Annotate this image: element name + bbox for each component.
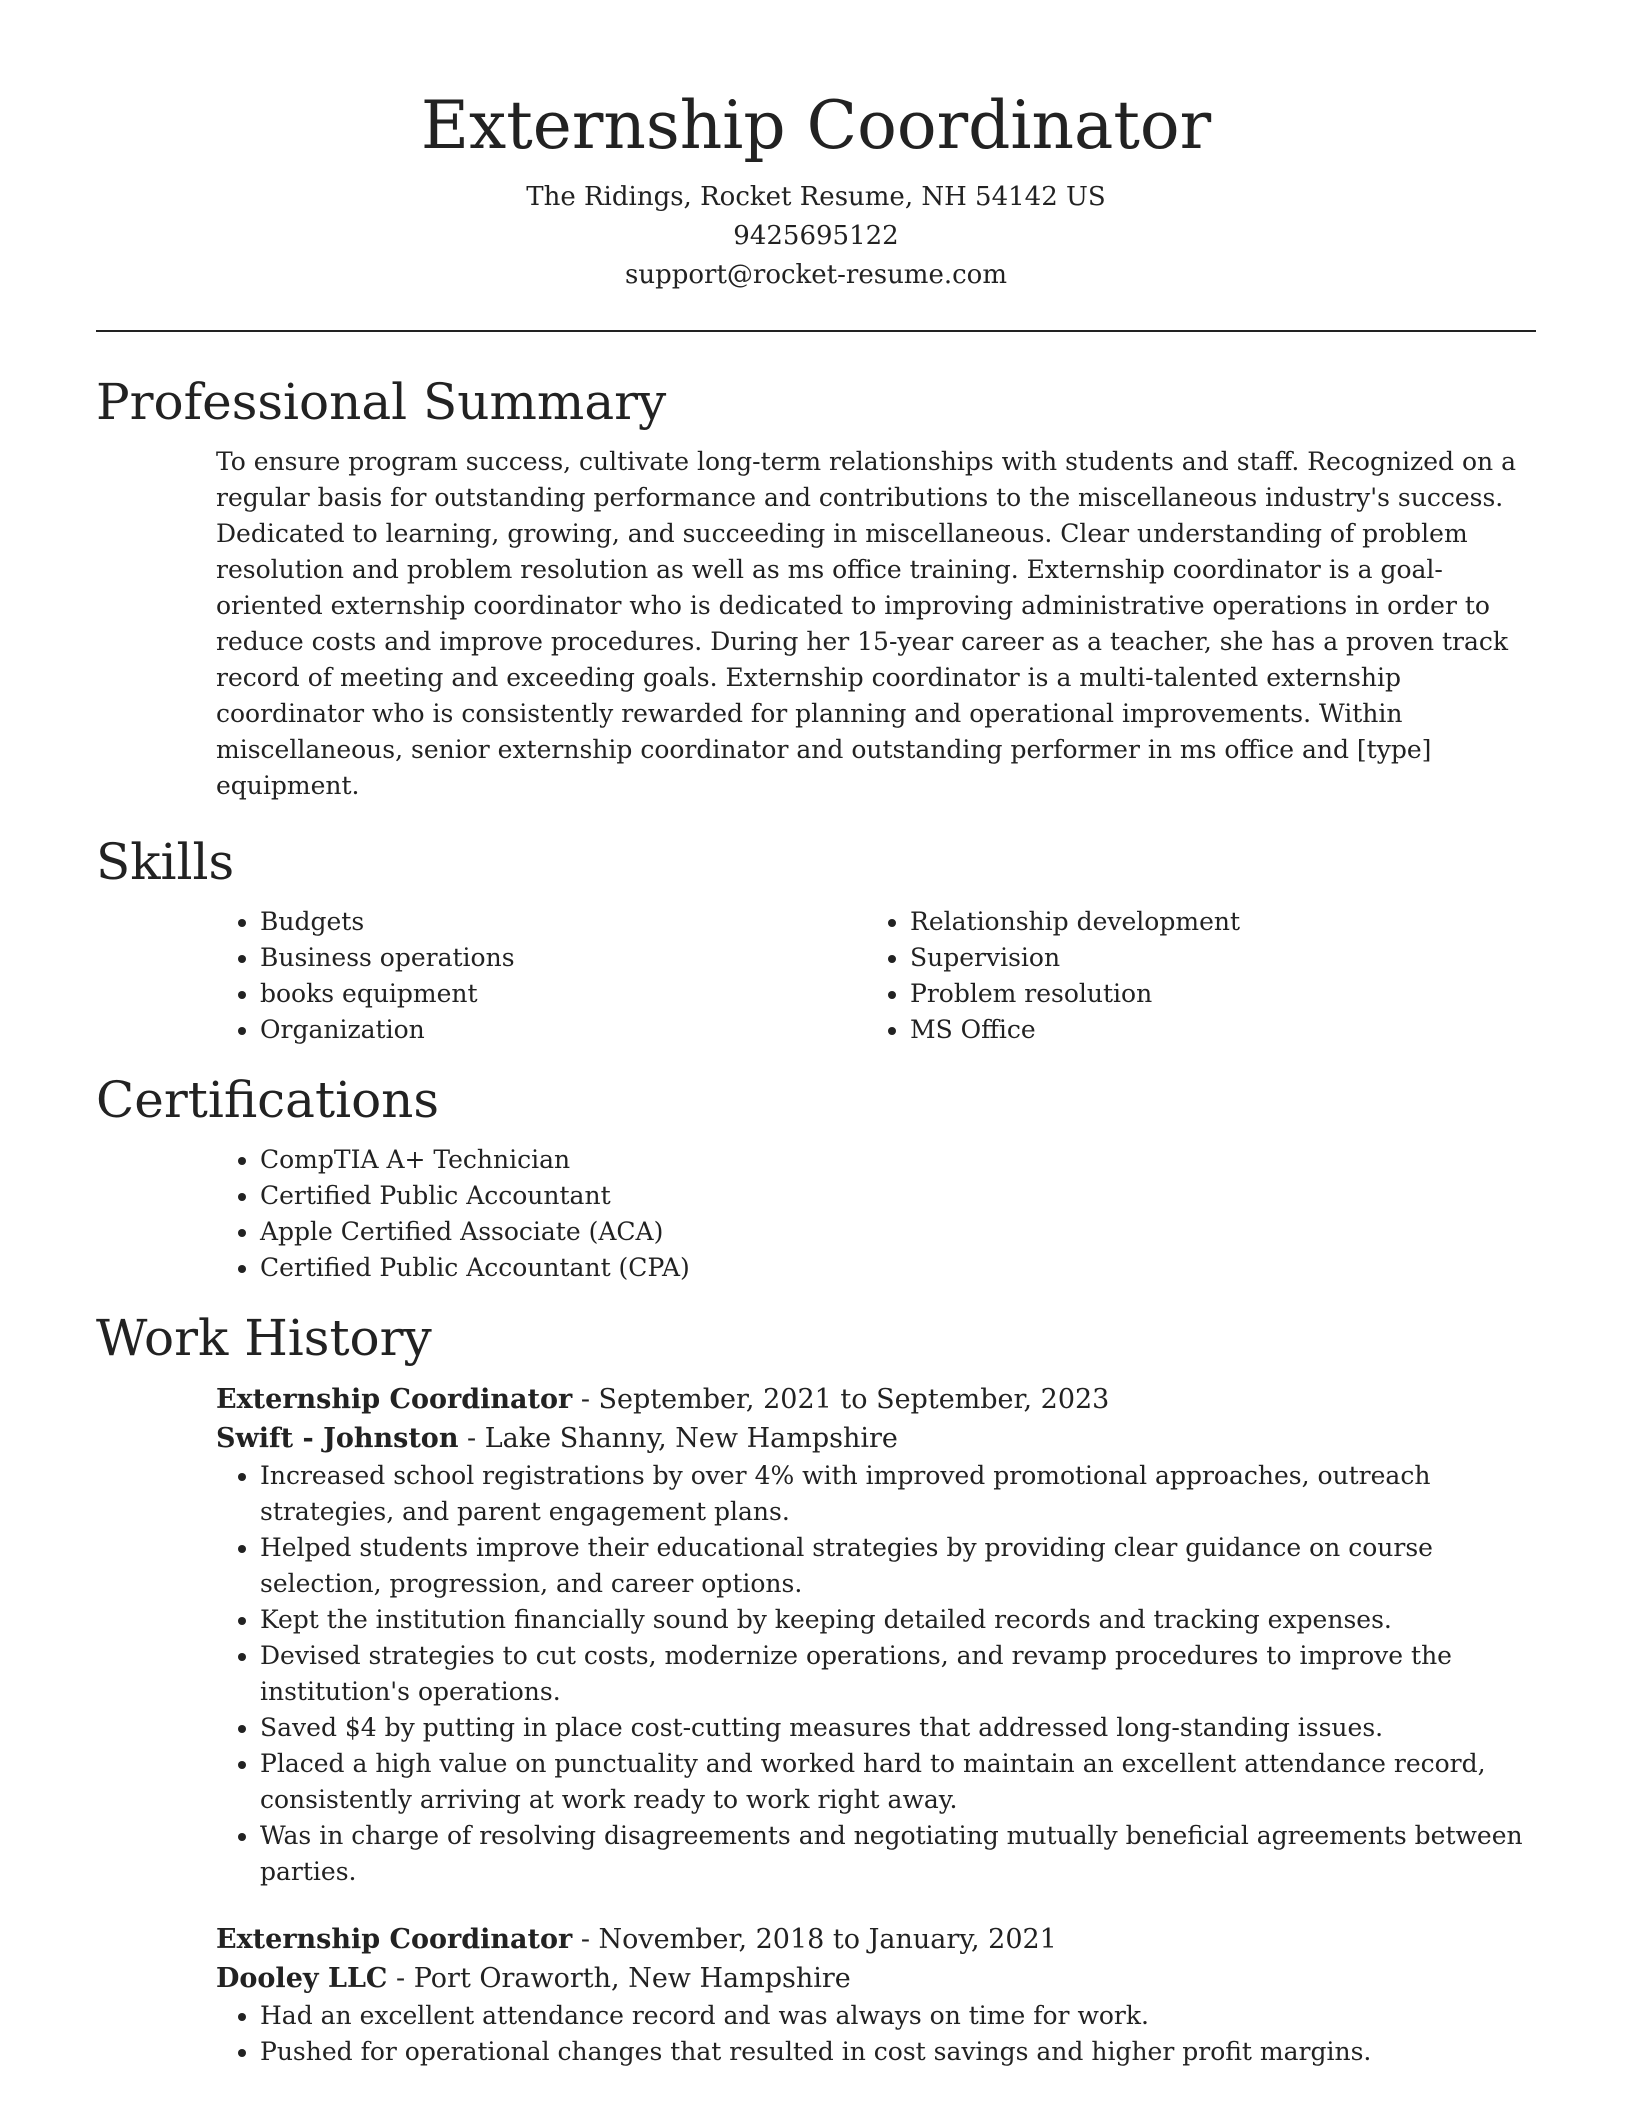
skills-grid: [216, 904, 1536, 1048]
work-history-heading: Work History: [96, 1309, 432, 1367]
skill-item: • Business operations: [260, 940, 866, 976]
job-title: Externship Coordinator: [216, 1924, 573, 1955]
skills-column-right: [866, 904, 1516, 1048]
skill-item: • Supervision: [910, 940, 1516, 976]
resume-header: [96, 0, 1536, 295]
job-bullet: • Kept the institution financially sound by keeping detailed records and tracking expenses.: [260, 1602, 1536, 1638]
certifications-section: [96, 1068, 1536, 1286]
skill-item: • Relationship development: [910, 904, 1516, 940]
job-bullet: • Devised strategies to cut costs, modernize operations, and revamp procedures to improve the institution's operations.: [260, 1638, 1536, 1710]
job-company-line: [216, 1420, 1536, 1458]
header-divider: [96, 330, 1536, 332]
job-bullet: • Helped students improve their educational strategies by providing clear guidance on course selection, progression, and career options.: [260, 1530, 1536, 1602]
job-entry: [216, 1920, 1536, 2070]
job-location: - Lake Shanny, New Hampshire: [458, 1423, 898, 1454]
skill-item: • Budgets: [260, 904, 866, 940]
skill-item: • MS Office: [910, 1012, 1516, 1048]
job-bullet: • Had an excellent attendance record and was always on time for work.: [260, 1998, 1536, 2034]
summary-text: To ensure program success, cultivate long-term relationships with students and staff. Recognized on a regular basis for outstanding performance and contributions to the miscellaneous industry's success. Dedicated to learning, growing, and succeeding in miscellaneous. Clear understanding of problem resolution and problem resolution as well as ms office training. Externship coordinator is a goal-oriented externship coordinator who is dedicated to improving administrative operations in order to reduce costs and improve procedures. During her 15-year career as a teacher, she has a proven track record of meeting and exceeding goals. Externship coordinator is a multi-talented externship coordinator who is consistently rewarded for planning and operational improvements. Within miscellaneous, senior externship coordinator and outstanding performer in ms office and [type] equipment.: [216, 447, 1516, 800]
skill-item: • books equipment: [260, 976, 866, 1012]
certification-item: • Certified Public Accountant (CPA): [260, 1250, 1536, 1286]
job-title-line: [216, 1380, 1536, 1420]
job-bullet-list: [216, 1998, 1536, 2070]
job-bullet: • Increased school registrations by over 4% with improved promotional approaches, outreach strategies, and parent engagement plans.: [260, 1458, 1536, 1530]
resume-name: Externship Coordinator: [420, 87, 1212, 164]
resume-page: [96, 0, 1536, 2070]
certification-item: • Apple Certified Associate (ACA): [260, 1214, 1536, 1250]
certification-item: • Certified Public Accountant: [260, 1178, 1536, 1214]
summary-body: [216, 444, 1536, 804]
job-company: Swift - Johnston: [216, 1423, 459, 1454]
job-bullet: • Was in charge of resolving disagreements and negotiating mutually beneficial agreements between parties.: [260, 1818, 1536, 1890]
certifications-heading: Certifications: [96, 1071, 440, 1129]
certification-item: • CompTIA A+ Technician: [260, 1142, 1536, 1178]
job-bullet-list: [216, 1458, 1536, 1890]
job-dates: - November, 2018 to January, 2021: [572, 1924, 1057, 1955]
summary-heading: Professional Summary: [96, 373, 667, 431]
job-bullet: • Placed a high value on punctuality and worked hard to maintain an excellent attendance record, consistently arriving at work ready to work right away.: [260, 1746, 1536, 1818]
job-entry: [216, 1380, 1536, 1890]
contact-phone: 9425695122: [733, 221, 899, 251]
skills-heading: Skills: [96, 833, 235, 891]
skills-column-left: [216, 904, 866, 1048]
job-bullet: • Pushed for operational changes that resulted in cost savings and higher profit margins.: [260, 2034, 1536, 2070]
job-title: Externship Coordinator: [216, 1384, 573, 1415]
skills-section: [96, 830, 1536, 1048]
summary-section: [96, 370, 1536, 804]
job-dates: - September, 2021 to September, 2023: [572, 1384, 1110, 1415]
job-location: - Port Oraworth, New Hampshire: [387, 1963, 851, 1994]
contact-email: support@rocket-resume.com: [624, 260, 1007, 290]
certifications-body: [216, 1142, 1536, 1286]
work-history-section: [96, 1306, 1536, 2070]
skill-item: • Problem resolution: [910, 976, 1516, 1012]
job-bullet: • Saved $4 by putting in place cost-cutting measures that addressed long-standing issues.: [260, 1710, 1536, 1746]
contact-address: The Ridings, Rocket Resume, NH 54142 US: [526, 182, 1106, 212]
job-title-line: [216, 1920, 1536, 1960]
skill-item: • Organization: [260, 1012, 866, 1048]
contact-info: [96, 178, 1536, 295]
job-company-line: [216, 1960, 1536, 1998]
job-company: Dooley LLC: [216, 1963, 388, 1994]
